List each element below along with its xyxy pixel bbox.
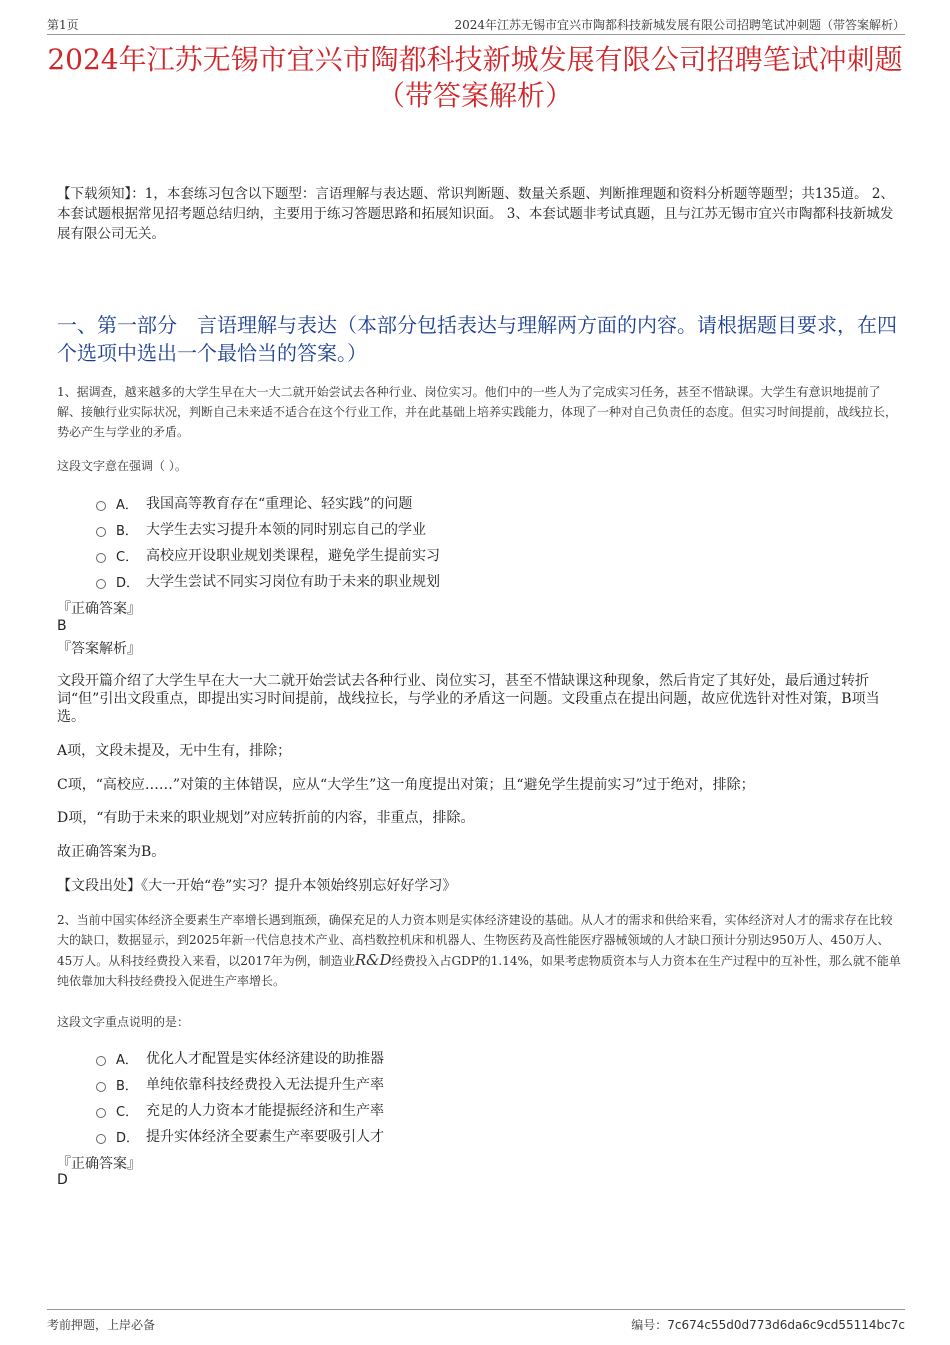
option-text: 单纯依靠科技经费投入无法提升生产率 bbox=[146, 1077, 384, 1093]
q2-text-after: 经费投入占GDP的1.14%，如果考虑物质资本与人力资本在生产过程中的互补性，那么就不能单纯依靠加大科技经费投入促进生产率增长。 bbox=[57, 954, 901, 988]
q2-answer-value: D bbox=[57, 1172, 68, 1188]
q2-option-b[interactable] bbox=[96, 1071, 384, 1097]
question-2-prompt: 这段文字重点说明的是： bbox=[57, 1015, 190, 1029]
footer-code-label: 编号： bbox=[631, 1318, 668, 1332]
q2-answer-label: 『正确答案』 bbox=[57, 1156, 141, 1172]
option-letter: D． bbox=[116, 1130, 140, 1146]
page-footer bbox=[47, 1309, 905, 1338]
footer-slogan: 考前押题，上岸必备 bbox=[47, 1318, 156, 1332]
option-letter: D． bbox=[116, 575, 140, 591]
section-title: 一、第一部分 言语理解与表达（本部分包括表达与理解两方面的内容。请根据题目要求，在四个选项中选出一个最恰当的答案。） bbox=[57, 313, 897, 365]
footer-code-value: 7c674c55d0d773d6da6c9cd55114bc7c bbox=[667, 1318, 905, 1332]
q1-answer-value: B bbox=[57, 618, 67, 634]
radio-icon[interactable] bbox=[96, 501, 106, 511]
question-1-prompt: 这段文字意在强调（ ）。 bbox=[57, 459, 187, 473]
q1-source: 【文段出处】《大一开始“卷”实习？提升本领始终别忘好好学习》 bbox=[57, 878, 457, 894]
question-2-options bbox=[96, 1045, 384, 1149]
q1-explain-paragraph: 故正确答案为B。 bbox=[57, 844, 166, 860]
radio-icon[interactable] bbox=[96, 553, 106, 563]
q2-option-d[interactable] bbox=[96, 1123, 384, 1149]
q1-explain-paragraph: 文段开篇介绍了大学生早在大一大二就开始尝试去各种行业、岗位实习，甚至不惜缺课这种现象，然后肯定了其好处，最后通过转折词“但”引出文段重点，即提出实习时间提前，战线拉长，与学业的矛盾这一问题。文段重点在提出问题，故应优选针对性对策，B项当选。 bbox=[57, 673, 880, 725]
option-text: 我国高等教育存在“重理论、轻实践”的问题 bbox=[146, 496, 413, 512]
option-letter: A． bbox=[116, 1052, 138, 1068]
radio-icon[interactable] bbox=[96, 1108, 106, 1118]
radio-icon[interactable] bbox=[96, 1056, 106, 1066]
q2-option-a[interactable] bbox=[96, 1045, 384, 1071]
radio-icon[interactable] bbox=[96, 1082, 106, 1092]
option-letter: B． bbox=[116, 523, 138, 539]
header-doc-title: 2024年江苏无锡市宜兴市陶都科技新城发展有限公司招聘笔试冲刺题（带答案解析） bbox=[454, 18, 905, 32]
q1-explain-paragraph: A项，文段未提及，无中生有，排除； bbox=[57, 743, 292, 759]
radio-icon[interactable] bbox=[96, 527, 106, 537]
q1-option-b[interactable] bbox=[96, 516, 440, 542]
option-letter: B． bbox=[116, 1078, 138, 1094]
option-letter: A． bbox=[116, 497, 138, 513]
q1-explain-paragraph: C项，“高校应……”对策的主体错误，应从“大学生”这一角度提出对策；且“避免学生提前实习”过于绝对，排除； bbox=[57, 777, 755, 793]
q1-option-a[interactable] bbox=[96, 490, 440, 516]
q2-option-c[interactable] bbox=[96, 1097, 384, 1123]
q1-option-c[interactable] bbox=[96, 542, 440, 568]
footer-code bbox=[631, 1316, 905, 1333]
radio-icon[interactable] bbox=[96, 579, 106, 589]
question-2-text bbox=[57, 910, 902, 991]
q1-explain-label: 『答案解析』 bbox=[57, 641, 141, 657]
question-1-text: 1、据调查，越来越多的大学生早在大一大二就开始尝试去各种行业、岗位实习。他们中的一些人为了完成实习任务，甚至不惜缺课。大学生有意识地提前了解、接触行业实际状况，判断自己未来适不适合在这个行业工作，并在此基础上培养实践能力，体现了一种对自己负责任的态度。但实习时间提前，战线拉长，势必产生与学业的矛盾。 bbox=[57, 385, 898, 439]
q1-option-d[interactable] bbox=[96, 568, 440, 594]
option-text: 提升实体经济全要素生产率要吸引人才 bbox=[146, 1129, 384, 1145]
page-number: 第1页 bbox=[47, 18, 79, 32]
question-1-options bbox=[96, 490, 440, 594]
option-text: 大学生去实习提升本领的同时别忘自己的学业 bbox=[146, 522, 426, 538]
option-letter: C． bbox=[116, 549, 139, 565]
rd-formula: R&D bbox=[354, 951, 392, 969]
option-text: 大学生尝试不同实习岗位有助于未来的职业规划 bbox=[146, 574, 440, 590]
download-notice: 【下载须知】：1，本套练习包含以下题型：言语理解与表达题、常识判断题、数量关系题、判断推理题和资料分析题等题型；共135道。 2、本套试题根据常见招考题总结归纳，主要用于练习答题思路和拓展知识面。 3、本套试题非考试真题，且与江苏无锡市宜兴市陶都科技新城发展有限公司无关。 bbox=[57, 186, 894, 242]
option-text: 优化人才配置是实体经济建设的助推器 bbox=[146, 1051, 384, 1067]
document-title: 2024年江苏无锡市宜兴市陶都科技新城发展有限公司招聘笔试冲刺题（带答案解析） bbox=[47, 43, 903, 112]
q1-answer-label: 『正确答案』 bbox=[57, 601, 141, 617]
option-text: 充足的人力资本才能提振经济和生产率 bbox=[146, 1103, 384, 1119]
page-header bbox=[47, 14, 905, 35]
option-text: 高校应开设职业规划类课程，避免学生提前实习 bbox=[146, 548, 440, 564]
option-letter: C． bbox=[116, 1104, 139, 1120]
q1-explain-paragraph: D项，“有助于未来的职业规划”对应转折前的内容，非重点，排除。 bbox=[57, 810, 475, 826]
q2-text-before: 2、当前中国实体经济全要素生产率增长遇到瓶颈，确保充足的人力资本则是实体经济建设的基础。从人才的需求和供给来看，实体经济对人才的需求存在比较大的缺口，数据显示，到2025年新一代信息技术产业、高档数控机床和机器人、生物医药及高性能医疗器械领域的人才缺口预计分别达950万人、450万人、45万人。从科技经费投入来看，以2017年为例，制造业 bbox=[57, 913, 893, 968]
radio-icon[interactable] bbox=[96, 1134, 106, 1144]
